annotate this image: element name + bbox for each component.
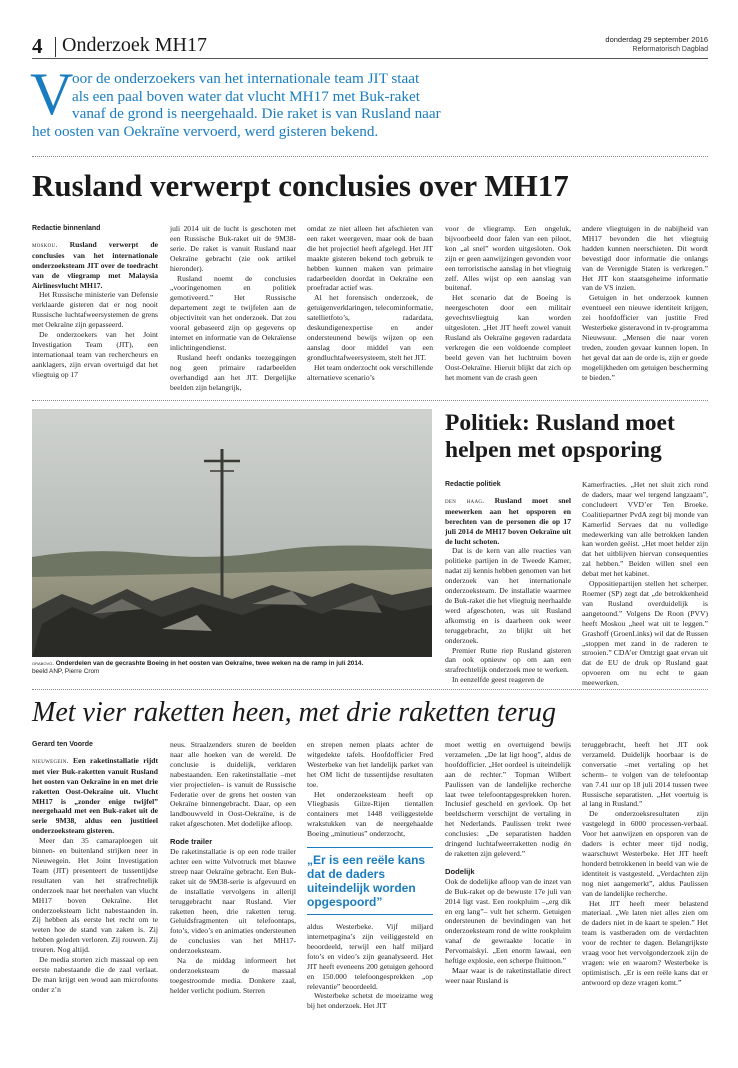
- article2-column-2: [582, 480, 708, 688]
- crash-site-photo: [32, 409, 432, 657]
- paragraph: en strepen nemen plaats achter de witgedekte tafels. Hoofdofficier Fred Westerbeke van het landelijk parket van het OM licht de tussentijdse resultaten toe.: [307, 740, 433, 789]
- paragraph: Maar waar is de raketinstallatie direct weer naar Rusland is: [445, 965, 571, 985]
- paragraph: aldus Westerbeke. Vijf miljard internetpagina’s zijn veiliggesteld en beoordeeld, terwijl een half miljard foto’s en video’s zijn geanalyseerd. Het JIT heeft eveneens 200 getuigen gehoord en 150.000 telefoongesprekken „op relevantie” beoordeeld.: [307, 922, 433, 991]
- page-number: 4: [32, 34, 43, 58]
- intro-line-2: als een paal boven water dat vlucht MH17 met Buk-raket: [72, 87, 420, 105]
- pull-quote: „Er is een reële kans dat de daders uiteindelijk worden opgespoord”: [307, 847, 433, 915]
- intro-line-4: het oosten van Oekraïne vervoerd, werd gisteren bekend.: [32, 123, 379, 140]
- article3-column-3: [307, 740, 433, 1011]
- paragraph: De media storten zich massaal op een eerste nabestaande die de zaal verlaat. De man krijgt een woud aan microfoons onder z’n: [32, 955, 158, 994]
- article1-byline: Redactie binnenland: [32, 225, 101, 232]
- paragraph: Het scenario dat de Boeing is neergeschoten door een militair gevechtsvliegtuig kan worden uitgesloten. „Het JIT heeft zowel vanuit Rusland als Oekraïne gegeven radardata verkregen die een voldoende compleet beeld geven van het luchtruim boven Oost-Oekraïne. Hieruit blijkt dat zich op het moment van de crash geen: [445, 293, 571, 382]
- subheading: Rode trailer: [170, 837, 213, 847]
- paragraph: De onderzoeksresultaten zijn vastgelegd in 6000 processen-verbaal. Voor het aanwijzen en opsporen van de daders is echter meer tijd nodig, waarschuwt Westerbeke. Het JIT heeft honderd betrokkenen in beeld van wie de identiteit is vastgesteld. „Verdachten zijn nog niet aangemerkt”, aldus Paulissen van de landelijke recherche.: [582, 809, 708, 898]
- article3-column-5: [582, 740, 708, 988]
- article3-column-4: [445, 740, 571, 986]
- paragraph: Dat is de kern van alle reacties van politieke partijen in de Tweede Kamer, nadat zij kennis hebben genomen van het onderzoek van het internationale onderzoeksteam. De installatie waarmee de Buk-raket die het vliegtuig neerhaalde werd afgeschoten, was uit Rusland afkomstig en is daarheen ook weer teruggebracht, zo blijkt uit het onderzoek.: [445, 546, 571, 645]
- subheading: Dodelijk: [445, 866, 475, 876]
- article1-column-2: [170, 224, 296, 392]
- paragraph: omdat ze niet alleen het afschieten van een raket weergeven, maar ook de baan die het projectiel heeft afgelegd. Het JIT maakte gisteren bekend toch gebruik te hebben kunnen maken van primaire radarbeelden doordat in Oekraïne een proefradar actief was.: [307, 224, 433, 293]
- paragraph: Het JIT heeft meer belastend materiaal. „We laten niet alles zien om de daders niet in de kaart te spelen.” Het team is vastberaden om de verdachten voor de rechter te dagen. Belangrijkste vraag voor het vervolgonderzoek zijn de vragen: wie en waarom? Westerbeke is optimistisch. „Er is een reële kans dat er antwoord op deze vragen komt.”: [582, 898, 708, 987]
- paragraph: teruggebracht, heeft het JIT ook verzameld. Duidelijk hoorbaar is de conversatie –met vertaling op het scherm– te volgen van de telefoontap van 7.41 uur op 18 juli 2014 tussen twee Russische separatisten. „Het voertuig is al lang in Rusland.”: [582, 740, 708, 809]
- paragraph: Kamerfracties. „Het net sluit zich rond de daders, maar wel tergend langzaam”, concludeert VVD’er Ten Broeke. Coalitiepartner PvdA zegt bij monde van Kamerlid Servaes dat nu volledige medewerking van alle betrokken landen kan worden geëist. „Het moet helder zijn dat het uitblijven hiervan consequenties zal hebben.” Beiden willen snel een debat met het kabinet.: [582, 480, 708, 579]
- section-rule-1: [32, 400, 708, 401]
- header-rule: [32, 58, 708, 59]
- header-divider: [55, 37, 56, 57]
- caption-text: Onderdelen van de gecrashte Boeing in het oosten van Oekraïne, twee weken na de ramp in juli 2014.: [55, 660, 364, 667]
- paragraph: Oppositiepartijen stellen het scherper. Roemer (SP) zegt dat „de betrokkenheid van Rusland overduidelijk is aangetoond.” Volgens De Roon (PVV) heeft Moskou „heel wat uit te leggen.” Grashoff (GroenLinks) wil dat de Russen „stoppen met zand in de raderen te strooien.” CDA’er Omtzigt gaat ervan uit dat de EU de druk op Rusland gaat opvoeren om nu echt te gaan meewerken.: [582, 579, 708, 688]
- paragraph: De onderzoekers van het Joint Investigation Team (JIT), een internationaal team van rechercheurs en aanklagers, zijn ervan overtuigd dat het vliegtuig op 17: [32, 330, 158, 379]
- article2-lead: Rusland moet snel meewerken aan het opsporen en berechten van de personen die op 17 juli 2014 de MH17 boven Oekraïne uit de lucht schoten.: [445, 495, 572, 546]
- paragraph: Al het forensisch onderzoek, de getuigenverklaringen, telecominformatie, satellietfoto’s, radardata, deskundigenexpertise en ander ondersteunend bewijs wijzen op een aanslag door middel van een grondluchtafweersysteem, stelt het JIT.: [307, 293, 433, 362]
- header-date: donderdag 29 september 2016: [605, 35, 708, 44]
- article3-headline: Met vier raketten heen, met drie raketten terug: [32, 697, 557, 728]
- paragraph: Ook de dodelijke afloop van de inzet van de Buk-raket op de bewuste 17e juli van 2014 ligt vast. Een rookpluim –„erg dik en erg lang”– vult het scherm. Getuigen ondersteunen de bevindingen van het onderzoeksteam rond de witte rookpluim vanaf de gewraakte locatie in Pervomaiskyi. „Een enorm lawaai, een heftige explosie, een scherpe fluittoon.”: [445, 876, 571, 966]
- dateline: nieuwegein.: [32, 756, 69, 765]
- article2-column-1: [445, 480, 571, 685]
- article1-headline: Rusland verwerpt conclusies over MH17: [32, 168, 569, 203]
- article2-headline: [445, 410, 675, 464]
- intro-lead: [72, 70, 441, 123]
- paragraph: Het onderzoeksteam heeft op Vliegbasis Gilze-Rijen tientallen containers met 1448 veiliggestelde wrakstukken van de neergehaalde Boeing „minutieus” onderzocht,: [307, 789, 433, 839]
- photo-credit: beeld ANP, Pierre Crom: [32, 668, 100, 675]
- paragraph: voor de vliegramp. Een ongeluk, bijvoorbeeld door falen van een piloot, kon „al snel” worden uitgesloten. Ook zijn er geen aanwijzingen gevonden voor een terroristische aanslag in het vliegtuig zelf. Alles wijst op een aanslag van buitenaf.: [445, 224, 571, 293]
- intro-line-1: oor de onderzoekers van het internationale team JIT staat: [72, 70, 420, 87]
- paragraph: De raketinstallatie is op een rode trailer achter een witte Volvotruck met blauwe streep naar Oekraïne gebracht. Een Buk-raket uit de 9M38-serie is afgevuurd en de installatie vervolgens in allerijl teruggebracht naar Rusland. Vier raketten heen, drie raketten terug. Geluidsfragmenten uit telefoontaps, foto’s, video’s en animaties ondersteunen de conclusies van het MH17-onderzoeksteam.: [170, 847, 296, 956]
- paragraph: Westerbeke schetst de moeizame weg bij het onderzoek. Het JIT: [307, 991, 433, 1011]
- paragraph: neus. Straalzenders sturen de beelden naar alle hoeken van de wereld. De conclusie is duidelijk, verklaren nabestaanden. Een raketinstallatie –met vier projectielen– is vanuit de Russische Federatie over de grens het oosten van Oekraïne binnengebracht. Daar, op een landbouwveld in Oost-Oekraïne, is de raket afgeschoten. Met dodelijke afloop.: [170, 740, 296, 829]
- article1-column-1: [32, 224, 158, 380]
- paragraph: moet wettig en overtuigend bewijs verzamelen. „De lat ligt hoog”, aldus de hoofdofficier. „Het oordeel is uiteindelijk aan de rechter.” Topman Wilbert Paulissen van de landelijke recherche laat twee telefoontapgesprekken horen. Inclusief gescheld en gevloek. Op het beeldscherm verschijnt de vertaling in het Nederlands. Paulissen trekt twee conclusies: „De separatisten hadden dringend luchtafweerraketten nodig én de raketten zijn geleverd.”: [445, 740, 571, 858]
- intro-dotted-rule: [32, 156, 708, 157]
- intro-line-3: vanaf de grond is neergehaald. Die raket is van Rusland naar: [72, 105, 441, 122]
- article3-column-1: [32, 740, 158, 995]
- paragraph: Getuigen in het onderzoek kunnen eventueel een nieuwe identiteit krijgen, zei hoofdofficier van justitie Fred Westerbeke gisteravond in tv-programma Nieuwsuur. „Mensen die naar voren treden, zouden gevaar kunnen lopen. In het geval dat aan de orde is, zijn er goede mogelijkheden om getuigen bescherming te bieden.”: [582, 293, 708, 382]
- paragraph: Premier Rutte riep Rusland gisteren dan ook opnieuw op om aan een strafrechtelijk onderzoek mee te werken.: [445, 645, 571, 675]
- article1-lead: Rusland verwerpt de conclusies van het internationale onderzoeksteam JIT over de toedracht van de vliegramp met Malaysia Airlinesvlucht MH17.: [32, 239, 159, 290]
- photo-caption: [32, 660, 432, 676]
- paragraph: Meer dan 35 camaraploegen uit binnen- en buitenland strijken neer in Nieuwegein. Het Joint Investigation Team (JIT) presenteert de tussentijdse resultaten van het strafrechtelijk onderzoek naar het neerhalen van vlucht MH17 boven Oekraïne. Het onderzoeksteam licht nabestaanden in. Zij hebben als eerste het recht om te weten hoe de stand van zaken is. Zij hebben geleden verloren. Zij rouwen. Zij treuren. Nog altijd.: [32, 836, 158, 955]
- paragraph: Na de middag informeert het onderzoeksteam de massaal toegestroomde media. Donkere zaal, helder verlicht podium. Sterren: [170, 956, 296, 995]
- article1-column-3: [307, 224, 433, 383]
- article1-column-5: [582, 224, 708, 383]
- paragraph: juli 2014 uit de lucht is geschoten met een Russische Buk-raket uit de 9M38-serie. De raket is vanuit Rusland naar Oekraïne gebracht (zie ook artikel hieronder).: [170, 224, 296, 273]
- article3-lead: Een raketinstallatie rijdt met vier Buk-raketten vanuit Rusland het oosten van Oekraïne in en met drie raketten Oost-Oekraïne uit. Vlucht MH17 is „zonder enige twijfel” neergehaald met een Buk-raket uit de serie 9M38, aldus een justitieel onderzoeksteam gisteren.: [32, 755, 158, 836]
- crash-site-image: [32, 409, 432, 657]
- caption-tag: grabovo.: [32, 661, 54, 667]
- paragraph: Het team onderzocht ook verschillende alternatieve scenario’s: [307, 362, 433, 382]
- article2-headline-line-2: helpen met opsporing: [445, 437, 662, 463]
- paragraph: Rusland noemt de conclusies „vooringenomen en politiek gemotiveerd.” Het Russische departement zegt te twijfelen aan de objectiviteit van het onderzoek. Dat zou vooral gebaseerd zijn op gegevens op internet en informatie van de Oekraïense inlichtingendienst.: [170, 273, 296, 352]
- article3-byline: Gerard ten Voorde: [32, 741, 93, 748]
- paragraph: In eenzelfde geest reageren de: [452, 675, 544, 685]
- article2-headline-line-1: Politiek: Rusland moet: [445, 410, 675, 436]
- header-paper: Reformatorisch Dagblad: [632, 46, 708, 53]
- article3-column-2: [170, 740, 296, 996]
- intro-dropcap: V: [30, 61, 74, 127]
- section-title: Onderzoek MH17: [62, 34, 207, 56]
- paragraph: Rusland heeft ondanks toezeggingen nog geen primaire radarbeelden overhandigd aan het JIT. Dergelijke beelden zijn belangrijk,: [170, 352, 296, 392]
- article1-column-4: [445, 224, 571, 383]
- dateline: moskou.: [32, 240, 58, 249]
- article2-byline: Redactie politiek: [445, 481, 501, 488]
- section-rule-2: [32, 689, 708, 690]
- paragraph: andere vliegtuigen in de nabijheid van MH17 bevonden die het vliegtuig hadden kunnen neerschieten. Dit wordt bevestigd door informatie die onlangs van de Verenigde Staten is verkregen.” Het JIT kon staatsgeheime informatie van de VS inzien.: [582, 224, 708, 293]
- paragraph: Het Russische ministerie van Defensie verklaarde gisteren dat er nog nooit Russische luchtafweersystemen de grens met Oekraïne zijn gepasseerd.: [32, 290, 158, 330]
- dateline: den haag.: [445, 496, 485, 505]
